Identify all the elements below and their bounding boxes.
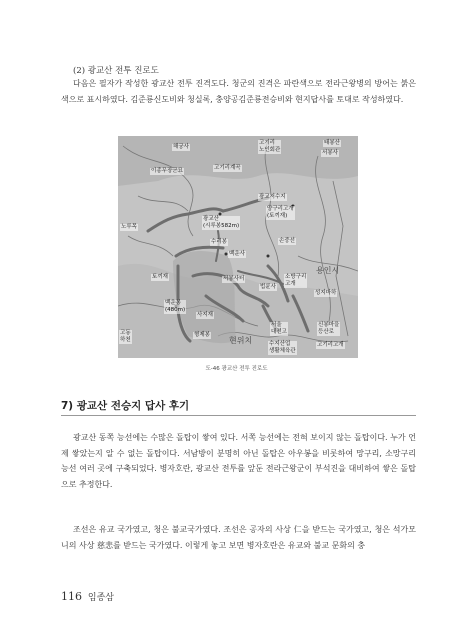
paragraph-body-2: 조선은 유교 국가였고, 청은 불교국가였다. 조선은 공자의 사상 仁을 받드는 국가였고, 청은 석가모니의 사상 慈悲를 받드는 국가였다. 이렇게 놓고 보면 병자호란은 유교와 불교 문화의 충 [61, 525, 416, 550]
map-label-gogi-pass: 고기리고개 [317, 342, 344, 348]
map-label-hyeongjebong: 형제봉 [194, 332, 210, 338]
map-label-baekunsa: 백운사 [229, 251, 245, 257]
map-label-yangpungyogo: 양구리고개 (토끼재) [267, 206, 294, 219]
map-label-sebongsa: 서봉사터 [223, 276, 245, 282]
map-label-seoul-gotae: 서울 대전고 [271, 322, 287, 335]
map-label-hyeonwichi: 현위치 [229, 336, 253, 345]
map-label-nobuk: 노루목 [121, 224, 137, 230]
section-title: (2) 광교산 전투 진로도 [73, 66, 159, 76]
map-label-yongin: 용인시 [316, 266, 340, 275]
page-footer [61, 590, 114, 603]
map-label-sobanggori: 소방구리 고개 [285, 274, 307, 287]
map-label-sangjae: 사지재 [197, 312, 213, 318]
map-label-seonggi: 성지마하 [315, 290, 337, 296]
map-label-gosadong: 고동 하천 [120, 330, 131, 343]
map-label-suribong: 수리봉 [211, 239, 227, 245]
map-label-taebongsan: 태봉산 [324, 140, 340, 146]
page-number: 116 [61, 590, 82, 603]
paragraph-body-1: 광교산 동쪽 능선에는 수많은 돌탑이 쌓여 있다. 서쪽 능선에는 전혀 보이지 않는 돌탑이다. 누가 언제 쌓았는지 알 수 없는 돌탑이다. 서남방이 분명히 아닌 돌탑은 아우봉을 비롯하여 망구리, 소망구리 능선 여러 곳에 구축되었다. 병자호란, 광교산 전투를 앞둔 전라근왕군이 부석진을 대비하여 쌓은 돌탑으로 추정한다. [61, 433, 416, 489]
author-name: 임종삼 [87, 593, 114, 603]
map-label-beobryunsa: 법륜사 [260, 284, 276, 290]
map-label-gogiri-valley: 고기리계곡 [214, 165, 241, 171]
map-label-gwanggyo-reservoir: 광교저수지 [259, 194, 286, 200]
map-label-sinbong: 신봉마을 등산로 [318, 322, 340, 335]
figure-caption: 도-46 광교산 전투 진로도 [205, 366, 268, 372]
heading-divider [61, 415, 416, 416]
section-heading: 7) 광교산 전승지 답사 후기 [61, 400, 190, 412]
map-label-ijongmu: 이종무장군묘 [151, 168, 183, 174]
map-label-bakbong: 백운봉 (480m) [165, 300, 186, 313]
battle-route-map [118, 136, 358, 358]
map-label-haegaesa: 해궁사 [173, 144, 189, 150]
map-label-sonjungseon: 손중선 [279, 238, 295, 244]
map-label-gogiri-noin: 고기리 노인회관 [259, 140, 281, 153]
map-label-seobongsa: 서봉사 [322, 150, 338, 156]
paragraph-intro: 다음은 필자가 작성한 광교산 전투 진격도다. 청군의 진격은 파란색으로 전라근왕병의 방어는 붉은색으로 표시하였다. 김준룡신도비와 청실록, 충양공김준룡전승비와 현지답사를 토대로 작성하였다. [61, 79, 416, 104]
map-label-gwanggyosan: 광교산 (시루봉582m) [203, 216, 240, 229]
map-label-sujidonsan: 수지산업 생활체육관 [269, 341, 296, 354]
map-label-tokkijae: 토끼재 [152, 274, 168, 280]
